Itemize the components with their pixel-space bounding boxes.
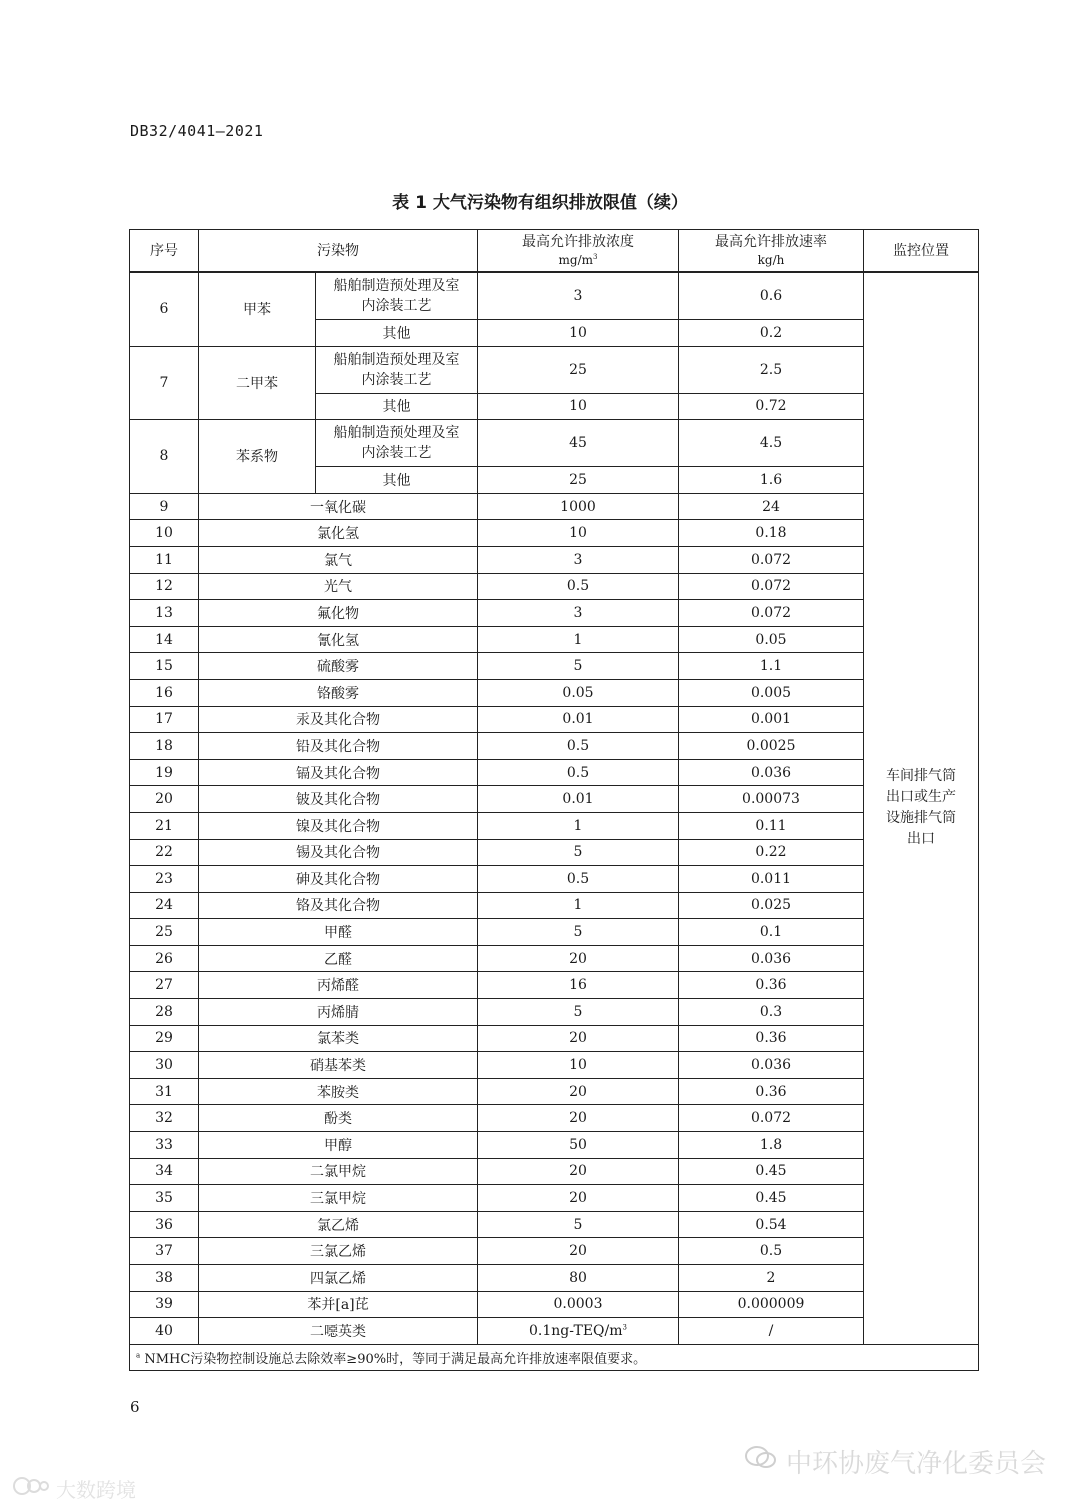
pollutant-name: 铍及其化合物 bbox=[199, 786, 478, 813]
concentration-text: 20 bbox=[569, 1110, 587, 1127]
pollutant-name: 甲醛 bbox=[199, 919, 478, 946]
watermark-right bbox=[744, 1443, 1046, 1480]
table-row bbox=[130, 786, 979, 813]
row-no: 8 bbox=[130, 420, 199, 494]
table-row bbox=[130, 520, 979, 547]
row-no: 12 bbox=[130, 573, 199, 600]
table-row bbox=[130, 573, 979, 600]
concentration-value bbox=[478, 1265, 679, 1292]
header-rate bbox=[679, 230, 864, 273]
rate-value: 0.036 bbox=[679, 945, 864, 972]
footnote-row bbox=[130, 1344, 979, 1371]
pollutant-name: 苯胺类 bbox=[199, 1078, 478, 1105]
concentration-text: 20 bbox=[569, 1163, 587, 1180]
rate-value: 0.36 bbox=[679, 1025, 864, 1052]
table-row bbox=[130, 866, 979, 893]
row-no: 21 bbox=[130, 812, 199, 839]
concentration-text: 10 bbox=[569, 1057, 587, 1074]
concentration-value bbox=[478, 759, 679, 786]
pollutant-name: 氰化氢 bbox=[199, 626, 478, 653]
row-no: 30 bbox=[130, 1052, 199, 1079]
concentration-value bbox=[478, 679, 679, 706]
row-no: 31 bbox=[130, 1078, 199, 1105]
rate-value: 0.11 bbox=[679, 812, 864, 839]
pollutant-name: 光气 bbox=[199, 573, 478, 600]
concentration-text: 10 bbox=[569, 525, 587, 542]
rate-value: 0.005 bbox=[679, 679, 864, 706]
process-name bbox=[316, 320, 478, 347]
pollutant-name: 汞及其化合物 bbox=[199, 706, 478, 733]
table-row bbox=[130, 272, 979, 320]
table-row bbox=[130, 1265, 979, 1292]
table-row bbox=[130, 626, 979, 653]
monitor-location bbox=[864, 272, 979, 1344]
monitor-location-line: 出口或生产 bbox=[886, 789, 956, 806]
table-row bbox=[130, 346, 979, 393]
row-no: 37 bbox=[130, 1238, 199, 1265]
process-text: 其他 bbox=[382, 399, 411, 416]
monitor-location-line: 出口 bbox=[907, 831, 935, 848]
pollutant-name: 氯苯类 bbox=[199, 1025, 478, 1052]
rate-value: 0.0025 bbox=[679, 733, 864, 760]
pollutant-name: 二甲苯 bbox=[199, 346, 316, 420]
brand-logo-icon bbox=[12, 1475, 52, 1502]
table-row bbox=[130, 1291, 979, 1318]
concentration-text: 5 bbox=[573, 1216, 583, 1233]
concentration-value bbox=[478, 972, 679, 999]
concentration-value: 3 bbox=[478, 272, 679, 320]
concentration-value bbox=[478, 600, 679, 627]
concentration-text: 20 bbox=[569, 1030, 587, 1047]
row-no: 9 bbox=[130, 493, 199, 520]
table-row bbox=[130, 493, 979, 520]
pollutant-name: 四氯乙烯 bbox=[199, 1265, 478, 1292]
concentration-text: 0.0003 bbox=[553, 1296, 603, 1313]
process-name bbox=[316, 272, 478, 320]
table-row bbox=[130, 892, 979, 919]
row-no: 18 bbox=[130, 733, 199, 760]
table-row bbox=[130, 1238, 979, 1265]
table-header-row bbox=[130, 230, 979, 273]
process-text: 船舶制造预处理及室内涂装工艺 bbox=[333, 425, 460, 462]
table-row bbox=[130, 945, 979, 972]
rate-value: 24 bbox=[679, 493, 864, 520]
concentration-sup: 3 bbox=[622, 1323, 627, 1332]
table-row bbox=[130, 1132, 979, 1159]
watermark-left-text: 大数跨境 bbox=[56, 1478, 136, 1502]
document-code: DB32/4041—2021 bbox=[130, 122, 264, 140]
concentration-value bbox=[478, 1158, 679, 1185]
rate-value: / bbox=[679, 1318, 864, 1345]
process-name bbox=[316, 393, 478, 420]
rate-value: 0.072 bbox=[679, 573, 864, 600]
table-row bbox=[130, 653, 979, 680]
table-row bbox=[130, 1105, 979, 1132]
concentration-value bbox=[478, 733, 679, 760]
concentration-value bbox=[478, 520, 679, 547]
concentration-value: 10 bbox=[478, 320, 679, 347]
row-no: 33 bbox=[130, 1132, 199, 1159]
row-no: 7 bbox=[130, 346, 199, 420]
pollutant-name: 丙烯腈 bbox=[199, 999, 478, 1026]
watermark-left bbox=[12, 1474, 136, 1503]
row-no: 10 bbox=[130, 520, 199, 547]
row-no: 32 bbox=[130, 1105, 199, 1132]
pollutant-name: 丙烯醛 bbox=[199, 972, 478, 999]
header-monitor: 监控位置 bbox=[864, 230, 979, 273]
rate-value: 2.5 bbox=[679, 346, 864, 393]
row-no: 28 bbox=[130, 999, 199, 1026]
table-row bbox=[130, 420, 979, 467]
rate-value: 0.36 bbox=[679, 1078, 864, 1105]
rate-value: 0.036 bbox=[679, 759, 864, 786]
concentration-text: 3 bbox=[573, 604, 583, 621]
row-no: 11 bbox=[130, 546, 199, 573]
concentration-value bbox=[478, 706, 679, 733]
row-no: 15 bbox=[130, 653, 199, 680]
concentration-value bbox=[478, 1132, 679, 1159]
process-text: 船舶制造预处理及室内涂装工艺 bbox=[333, 351, 460, 388]
concentration-value bbox=[478, 839, 679, 866]
header-concentration bbox=[478, 230, 679, 273]
pollutant-name: 三氯甲烷 bbox=[199, 1185, 478, 1212]
pollutant-name: 铅及其化合物 bbox=[199, 733, 478, 760]
concentration-value bbox=[478, 493, 679, 520]
concentration-value bbox=[478, 626, 679, 653]
pollutant-name: 镉及其化合物 bbox=[199, 759, 478, 786]
header-rate-unit: kg/h bbox=[757, 252, 785, 267]
concentration-text: 0.05 bbox=[562, 684, 594, 701]
concentration-text: 0.01 bbox=[562, 791, 594, 808]
concentration-text: 5 bbox=[573, 1003, 583, 1020]
pollutant-name: 氯化氢 bbox=[199, 520, 478, 547]
rate-value: 0.072 bbox=[679, 1105, 864, 1132]
pollutant-name: 二氯甲烷 bbox=[199, 1158, 478, 1185]
concentration-text: 80 bbox=[569, 1269, 587, 1286]
footnote-text: NMHC污染物控制设施总去除效率≥90%时，等同于满足最高允许排放速率限值要求。 bbox=[144, 1352, 647, 1368]
concentration-text: 50 bbox=[569, 1136, 587, 1153]
concentration-value: 25 bbox=[478, 346, 679, 393]
concentration-text: 0.5 bbox=[566, 870, 590, 887]
page-number: 6 bbox=[130, 1398, 140, 1416]
concentration-text: 20 bbox=[569, 950, 587, 967]
pollutant-name: 苯系物 bbox=[199, 420, 316, 494]
rate-value: 0.22 bbox=[679, 839, 864, 866]
concentration-value bbox=[478, 866, 679, 893]
concentration-value bbox=[478, 1238, 679, 1265]
concentration-text: 5 bbox=[573, 924, 583, 941]
rate-value: 1.8 bbox=[679, 1132, 864, 1159]
pollutant-name: 砷及其化合物 bbox=[199, 866, 478, 893]
row-no: 19 bbox=[130, 759, 199, 786]
row-no: 26 bbox=[130, 945, 199, 972]
concentration-text: 1 bbox=[573, 817, 583, 834]
header-concentration-label: 最高允许排放浓度 bbox=[522, 233, 634, 250]
rate-value: 0.5 bbox=[679, 1238, 864, 1265]
rate-value: 0.025 bbox=[679, 892, 864, 919]
row-no: 23 bbox=[130, 866, 199, 893]
conc-unit-sup: 3 bbox=[593, 252, 598, 261]
rate-value: 1.6 bbox=[679, 467, 864, 494]
row-no: 34 bbox=[130, 1158, 199, 1185]
rate-value: 0.00073 bbox=[679, 786, 864, 813]
concentration-value: 45 bbox=[478, 420, 679, 467]
row-no: 36 bbox=[130, 1211, 199, 1238]
process-name bbox=[316, 467, 478, 494]
rate-value: 0.011 bbox=[679, 866, 864, 893]
rate-value: 0.1 bbox=[679, 919, 864, 946]
rate-value: 0.000009 bbox=[679, 1291, 864, 1318]
pollutant-name: 氯乙烯 bbox=[199, 1211, 478, 1238]
row-no: 38 bbox=[130, 1265, 199, 1292]
table-row bbox=[130, 679, 979, 706]
concentration-text: 3 bbox=[573, 551, 583, 568]
rate-value: 0.2 bbox=[679, 320, 864, 347]
row-no: 29 bbox=[130, 1025, 199, 1052]
concentration-text: 0.5 bbox=[566, 737, 590, 754]
row-no: 35 bbox=[130, 1185, 199, 1212]
concentration-value bbox=[478, 573, 679, 600]
row-no: 39 bbox=[130, 1291, 199, 1318]
header-concentration-unit bbox=[478, 251, 678, 269]
process-name bbox=[316, 346, 478, 393]
concentration-value bbox=[478, 892, 679, 919]
row-no: 40 bbox=[130, 1318, 199, 1345]
rate-value: 0.36 bbox=[679, 972, 864, 999]
rate-value: 0.54 bbox=[679, 1211, 864, 1238]
table-row bbox=[130, 1158, 979, 1185]
rate-value: 0.05 bbox=[679, 626, 864, 653]
process-text: 船舶制造预处理及室内涂装工艺 bbox=[333, 278, 460, 314]
monitor-location-line: 车间排气筒 bbox=[886, 768, 956, 785]
concentration-text: 16 bbox=[569, 977, 587, 994]
pollutant-name: 镍及其化合物 bbox=[199, 812, 478, 839]
table-row bbox=[130, 1025, 979, 1052]
concentration-text: 0.5 bbox=[566, 764, 590, 781]
rate-value: 4.5 bbox=[679, 420, 864, 467]
footnote bbox=[130, 1344, 979, 1371]
pollutant-name: 三氯乙烯 bbox=[199, 1238, 478, 1265]
concentration-value bbox=[478, 1105, 679, 1132]
concentration-value bbox=[478, 1052, 679, 1079]
concentration-value bbox=[478, 812, 679, 839]
concentration-value bbox=[478, 653, 679, 680]
concentration-value bbox=[478, 1078, 679, 1105]
table-row bbox=[130, 1052, 979, 1079]
conc-unit-text: mg/m bbox=[558, 252, 593, 267]
pollutant-name: 氯气 bbox=[199, 546, 478, 573]
pollutant-name: 酚类 bbox=[199, 1105, 478, 1132]
concentration-value: 10 bbox=[478, 393, 679, 420]
concentration-text: 20 bbox=[569, 1243, 587, 1260]
row-no: 27 bbox=[130, 972, 199, 999]
table-row bbox=[130, 706, 979, 733]
pollutant-name: 甲醇 bbox=[199, 1132, 478, 1159]
concentration-text: 5 bbox=[573, 844, 583, 861]
concentration-text: 20 bbox=[569, 1083, 587, 1100]
concentration-value bbox=[478, 1211, 679, 1238]
rate-value: 1.1 bbox=[679, 653, 864, 680]
concentration-value bbox=[478, 1185, 679, 1212]
concentration-text: 0.1ng-TEQ/m bbox=[529, 1322, 623, 1339]
rate-value: 0.001 bbox=[679, 706, 864, 733]
concentration-text: 0.01 bbox=[562, 711, 594, 728]
concentration-text: 20 bbox=[569, 1190, 587, 1207]
pollutant-name: 一氧化碳 bbox=[199, 493, 478, 520]
rate-value: 0.18 bbox=[679, 520, 864, 547]
rate-value: 0.072 bbox=[679, 600, 864, 627]
concentration-text: 0.5 bbox=[566, 578, 590, 595]
concentration-text: 1 bbox=[573, 897, 583, 914]
emission-limits-table bbox=[129, 229, 979, 1371]
table-row bbox=[130, 972, 979, 999]
pollutant-name: 二噁英类 bbox=[199, 1318, 478, 1345]
pollutant-name: 甲苯 bbox=[199, 272, 316, 346]
wechat-icon bbox=[744, 1445, 778, 1478]
pollutant-name: 铬及其化合物 bbox=[199, 892, 478, 919]
rate-value: 0.036 bbox=[679, 1052, 864, 1079]
process-text: 其他 bbox=[382, 325, 411, 342]
concentration-value bbox=[478, 945, 679, 972]
rate-value: 0.72 bbox=[679, 393, 864, 420]
table-row bbox=[130, 919, 979, 946]
table-row bbox=[130, 1211, 979, 1238]
process-name bbox=[316, 420, 478, 467]
concentration-text: 1000 bbox=[560, 498, 596, 515]
concentration-value bbox=[478, 786, 679, 813]
pollutant-name: 氟化物 bbox=[199, 600, 478, 627]
rate-value: 0.45 bbox=[679, 1158, 864, 1185]
concentration-value: 25 bbox=[478, 467, 679, 494]
table-row bbox=[130, 733, 979, 760]
pollutant-name: 锡及其化合物 bbox=[199, 839, 478, 866]
rate-value: 0.6 bbox=[679, 272, 864, 320]
concentration-text: 5 bbox=[573, 658, 583, 675]
footnote-mark: a bbox=[136, 1351, 141, 1360]
header-rate-label: 最高允许排放速率 bbox=[715, 233, 827, 250]
rate-value: 0.072 bbox=[679, 546, 864, 573]
row-no: 25 bbox=[130, 919, 199, 946]
header-no: 序号 bbox=[130, 230, 199, 273]
row-no: 17 bbox=[130, 706, 199, 733]
rate-value: 2 bbox=[679, 1265, 864, 1292]
pollutant-name: 硫酸雾 bbox=[199, 653, 478, 680]
header-pollutant: 污染物 bbox=[199, 230, 478, 273]
monitor-location-line: 设施排气筒 bbox=[886, 810, 956, 827]
row-no: 14 bbox=[130, 626, 199, 653]
table-row bbox=[130, 812, 979, 839]
concentration-value bbox=[478, 1318, 679, 1345]
pollutant-name: 苯并[a]芘 bbox=[199, 1291, 478, 1318]
pollutant-name: 硝基苯类 bbox=[199, 1052, 478, 1079]
watermark-right-text: 中环协废气净化委员会 bbox=[785, 1449, 1046, 1479]
table-row bbox=[130, 600, 979, 627]
rate-value: 0.3 bbox=[679, 999, 864, 1026]
row-no: 20 bbox=[130, 786, 199, 813]
row-no: 24 bbox=[130, 892, 199, 919]
row-no: 22 bbox=[130, 839, 199, 866]
row-no: 16 bbox=[130, 679, 199, 706]
concentration-value bbox=[478, 999, 679, 1026]
table-row bbox=[130, 759, 979, 786]
concentration-value bbox=[478, 1291, 679, 1318]
concentration-value bbox=[478, 919, 679, 946]
table-title: 表 1 大气污染物有组织排放限值（续） bbox=[392, 193, 688, 213]
pollutant-name: 乙醛 bbox=[199, 945, 478, 972]
table-row bbox=[130, 999, 979, 1026]
rate-value: 0.45 bbox=[679, 1185, 864, 1212]
concentration-text: 1 bbox=[573, 631, 583, 648]
row-no: 13 bbox=[130, 600, 199, 627]
table-row bbox=[130, 1078, 979, 1105]
concentration-value bbox=[478, 546, 679, 573]
table-row bbox=[130, 1318, 979, 1345]
concentration-value bbox=[478, 1025, 679, 1052]
table-row bbox=[130, 839, 979, 866]
table-row bbox=[130, 1185, 979, 1212]
pollutant-name: 铬酸雾 bbox=[199, 679, 478, 706]
process-text: 其他 bbox=[382, 472, 411, 489]
table-row bbox=[130, 546, 979, 573]
row-no: 6 bbox=[130, 272, 199, 346]
